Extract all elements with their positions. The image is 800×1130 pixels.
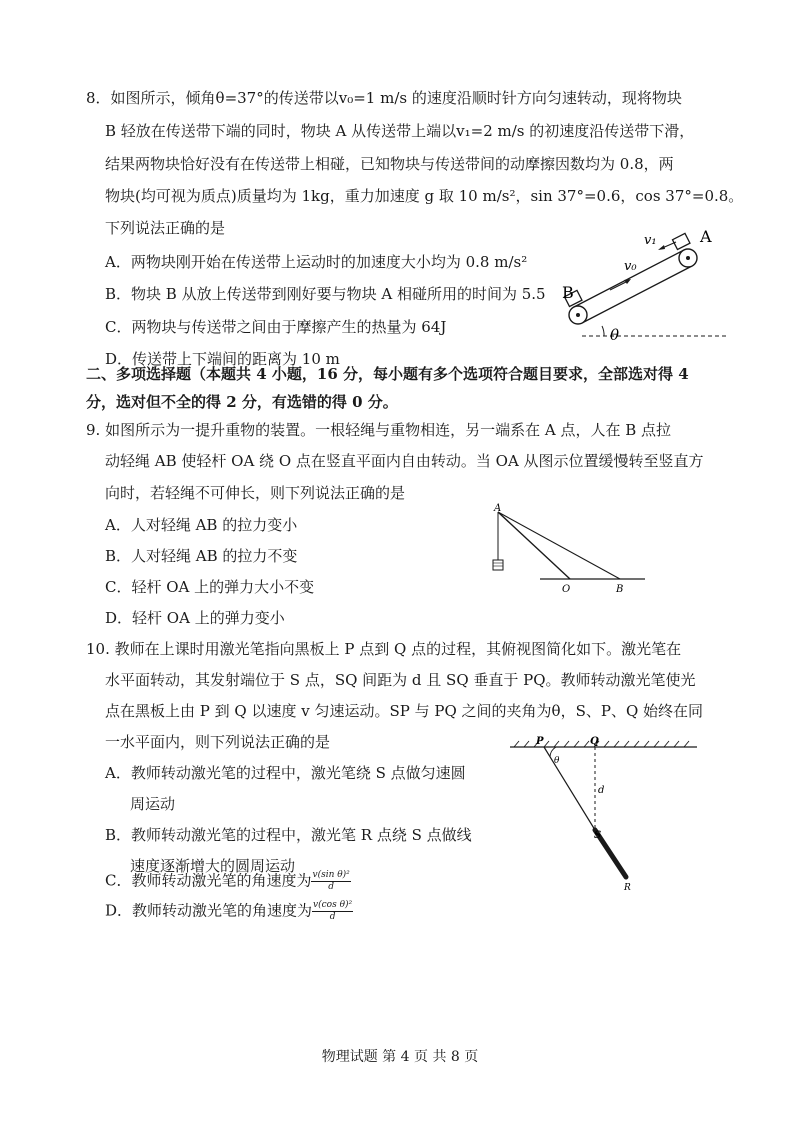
v1-arrowhead <box>658 245 665 250</box>
label-q: Q <box>590 736 599 747</box>
section2-heading: 二、多项选择题（本题共 4 小题，16 分，每小题有多个选项符合题目要求，全部选对得 4 <box>86 365 689 383</box>
q9-stem-line: 9. 如图所示为一提升重物的装置。一根轻绳与重物相连，另一端系在 A 点，人在 B 点拉 <box>86 421 672 439</box>
laser-figure <box>502 735 702 895</box>
lever-figure <box>480 500 650 600</box>
q8-stem-line: B 轻放在传送带下端的同时，物块 A 从传送带上端以v₁=2 m/s 的初速度沿传送带下滑， <box>105 122 695 140</box>
label-b: B <box>562 283 574 302</box>
v0-arrowhead <box>624 279 631 284</box>
q8-option-b: B．物块 B 从放上传送带到刚好要与物块 A 相碰所用的时间为 5.5 <box>105 285 546 303</box>
q10-option-d <box>105 900 353 923</box>
label-d: d <box>598 785 605 796</box>
page-footer: 物理试题 第 4 页 共 8 页 <box>321 1049 479 1065</box>
weight-block <box>493 560 503 570</box>
label-o: O <box>562 584 571 595</box>
q8-option-c: C．两物块与传送带之间由于摩擦产生的热量为 64J <box>105 318 447 336</box>
theta-arc <box>602 326 604 336</box>
q10-stem-line: 一水平面内，则下列说法正确的是 <box>105 733 331 751</box>
q10-option-a-cont: 周运动 <box>130 795 176 813</box>
upper-pulley-axle <box>686 256 690 260</box>
label-a: A <box>494 503 502 514</box>
label-v1: v₁ <box>644 233 657 248</box>
q8-stem-line: 结果两物块恰好没有在传送带上相碰，已知物块与传送带间的动摩擦因数均为 0.8，两 <box>105 155 674 173</box>
q9-option-c: C．轻杆 OA 上的弹力大小不变 <box>105 578 315 596</box>
fraction-d <box>312 900 353 923</box>
q9-option-b: B．人对轻绳 AB 的拉力不变 <box>105 547 298 565</box>
block-a <box>672 233 689 249</box>
fraction-d-num: v(cos θ)² <box>313 900 353 910</box>
q8-stem-line: 物块(均可视为质点)质量均为 1kg，重力加速度 g 取 10 m/s²，sin 37°=0.6，cos 37°=0.8。 <box>105 187 744 205</box>
q10-option-c <box>105 870 351 893</box>
label-p: P <box>536 736 544 747</box>
q10-stem-line: 10. 教师在上课时用激光笔指向黑板上 P 点到 Q 点的过程，其俯视图简化如下。激光笔在 <box>86 640 682 658</box>
q10-option-b-cont: 速度逐渐增大的圆周运动 <box>130 857 296 875</box>
conveyor-belt-figure <box>552 218 732 354</box>
label-v0: v₀ <box>624 259 637 274</box>
q9-stem-line: 动轻绳 AB 使轻杆 OA 绕 O 点在竖直平面内自由转动。当 OA 从图示位置缓慢转至竖直方 <box>105 452 704 470</box>
q10-option-a: A．教师转动激光笔的过程中，激光笔绕 S 点做匀速圆 <box>105 764 466 782</box>
q10-stem-line: 点在黑板上由 P 到 Q 以速度 v 匀速运动。SP 与 PQ 之间的夹角为θ，S、P、Q 始终在同 <box>105 702 704 720</box>
label-theta: θ <box>554 756 560 766</box>
q10-option-b: B．教师转动激光笔的过程中，激光笔 R 点绕 S 点做线 <box>105 826 472 844</box>
fraction-c-num: v(sin θ)² <box>312 870 350 880</box>
q9-stem-line: 向时，若轻绳不可伸长，则下列说法正确的是 <box>105 484 406 502</box>
fraction-c-den: d <box>328 882 335 892</box>
q10-stem-line: 水平面转动，其发射端位于 S 点，SQ 间距为 d 且 SQ 垂直于 PQ。教师转动激光笔使光 <box>105 671 696 689</box>
fraction-c <box>311 870 350 893</box>
q8-stem-line: 下列说法正确的是 <box>105 219 226 237</box>
q8-option-a: A．两物块刚开始在传送带上运动时的加速度大小均为 0.8 m/s² <box>105 253 528 271</box>
label-s: S <box>594 830 602 841</box>
line-sp <box>544 747 595 830</box>
q10-option-d-text: D．教师转动激光笔的角速度为 <box>105 901 313 920</box>
q10-option-c-text: C．教师转动激光笔的角速度为 <box>105 871 312 890</box>
label-b: B <box>616 584 624 595</box>
lower-pulley-axle <box>576 313 580 317</box>
q9-option-a: A．人对轻绳 AB 的拉力变小 <box>105 516 298 534</box>
section2-heading-cont: 分，选对但不全的得 2 分，有选错的得 0 分。 <box>86 393 398 411</box>
q9-option-d: D．轻杆 OA 上的弹力变小 <box>105 609 285 627</box>
q8-stem-line: 8．如图所示，倾角θ=37°的传送带以v₀=1 m/s 的速度沿顺时针方向匀速转动，现将物块 <box>86 89 682 107</box>
label-a: A <box>700 227 712 246</box>
fraction-d-den: d <box>329 912 336 922</box>
label-r: R <box>624 883 631 893</box>
v0-arrow <box>610 281 628 290</box>
label-theta: θ <box>610 326 620 344</box>
q8-option-d: D．传送带上下端间的距离为 10 m <box>105 350 340 368</box>
